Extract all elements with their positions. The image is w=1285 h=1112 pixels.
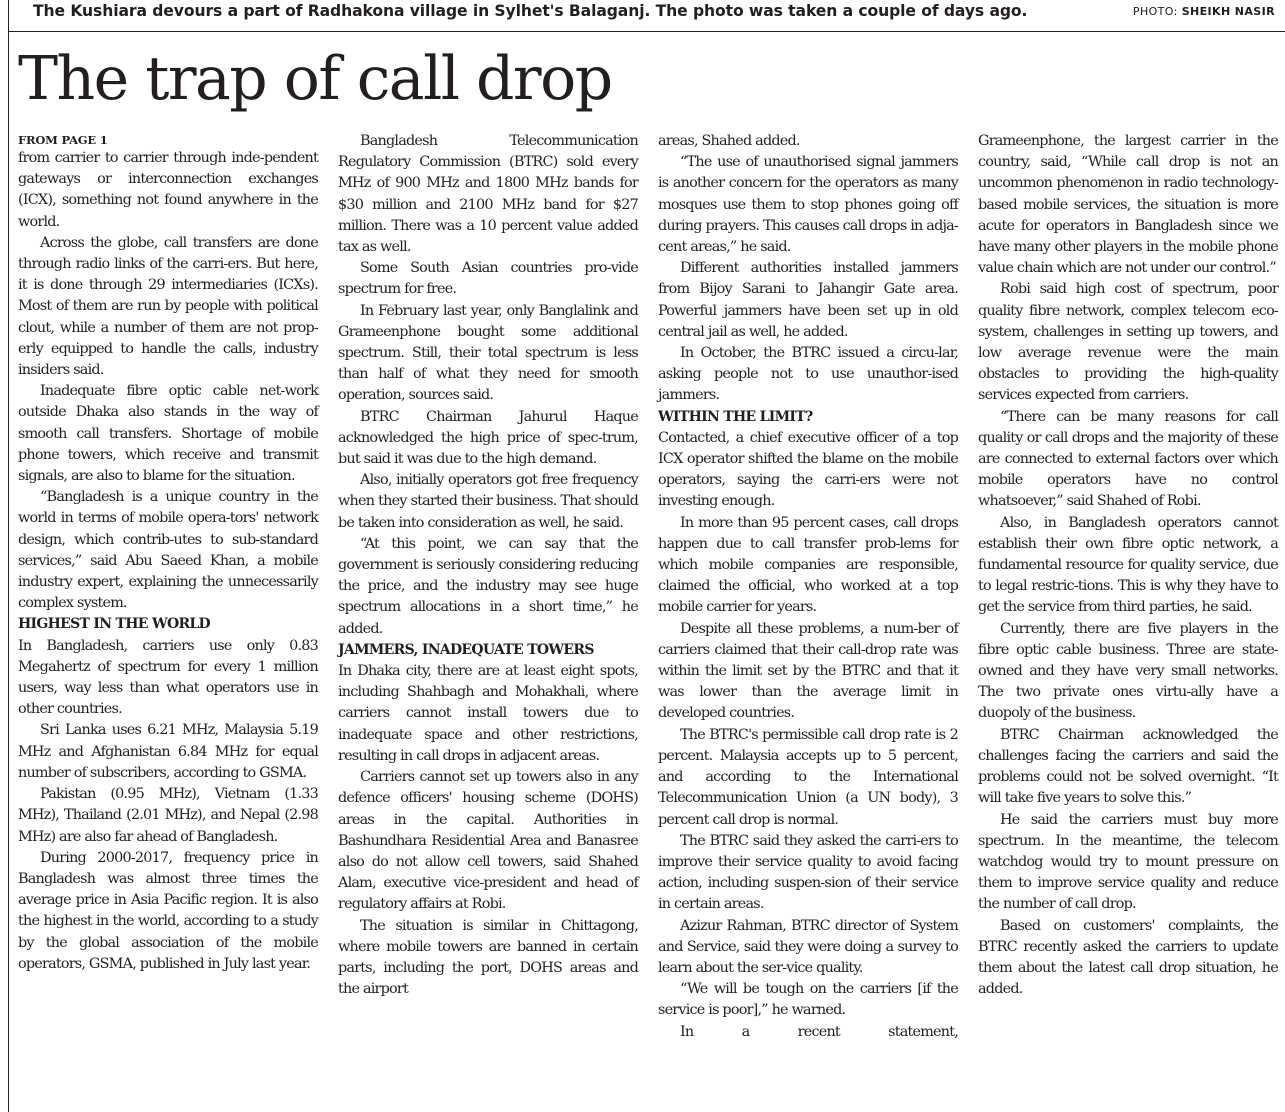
photo-credit-name: SHEIKH NASIR <box>1181 5 1275 18</box>
paragraph: In Bangladesh, carriers use only 0.83 Megahertz of spectrum for every 1 million users, way less than what operators use in other countries. <box>18 637 318 718</box>
paragraph: The BTRC's permissible call drop rate is 2 percent. Malaysia accepts up to 5 percent, and according to the International Telecommunication Union (a UN body), 3 percent call drop is normal. <box>658 726 958 828</box>
photo-caption-bar <box>8 0 1285 32</box>
article-column-4 <box>978 131 1278 1000</box>
paragraph: Currently, there are five players in the fibre optic cable business. Three are state-owned and they have very small networks. The two private ones virtu-ally have a duopoly of the business. <box>978 620 1278 722</box>
paragraph: “There can be many reasons for call quality or call drops and the majority of these are connected to external factors over which mobile operators have no control whatsoever,” said Shahed of Robi. <box>978 408 1278 510</box>
paragraph: Also, initially operators got free frequency when they started their business. That should be taken into consideration as well, he said. <box>338 472 638 531</box>
paragraph: In Dhaka city, there are at least eight spots, including Shahbagh and Mohakhali, where carriers cannot install towers due to inadequate space and other restrictions, resulting in call drops in adjacent areas. <box>338 663 638 764</box>
paragraph: Despite all these problems, a num-ber of carriers claimed that their call-drop rate was within the limit set by the BTRC and that it was lower than the average limit in developed countries. <box>658 620 958 722</box>
paragraph: “We will be tough on the carriers [if the service is poor],” he warned. <box>658 981 958 1019</box>
paragraph: In a recent statement, <box>680 1023 958 1040</box>
paragraph: Based on customers' complaints, the BTRC recently asked the carriers to update them about the latest call drop situation, he added. <box>978 917 1278 998</box>
paragraph: In February last year, only Banglalink and Grameenphone bought some additional spectrum. Still, their total spectrum is less than half of what they need for smooth operation, sources said. <box>338 302 638 404</box>
paragraph: The situation is similar in Chittagong, where mobile towers are banned in certain parts, including the port, DOHS areas and the airport <box>338 917 638 998</box>
subheading: HIGHEST IN THE WORLD <box>18 616 210 633</box>
photo-credit <box>1133 5 1275 18</box>
paragraph: Grameenphone, the largest carrier in the country, said, “While call drop is not an uncommon phenomenon in radio technology-based mobile services, the situation is more acute for operators in Bangladesh since we have many other players in the mobile phone value chain which are not under our control.” <box>978 133 1278 277</box>
paragraph: Inadequate fibre optic cable net-work outside Dhaka also stands in the way of smooth call transfers. Shortage of mobile phone towers, which receive and transmit signals, are also to blame for the situation. <box>18 383 318 485</box>
paragraph: In October, the BTRC issued a circu-lar, asking people not to use unauthor-ised jammers. <box>658 345 958 404</box>
article-column-3 <box>658 131 958 1043</box>
paragraph: “The use of unauthorised signal jammers is another concern for the operators as many mosques use them to stop phones going off during prayers. This causes call drops in adja-cent areas,” he said. <box>658 154 958 256</box>
subheading: WITHIN THE LIMIT? <box>658 408 813 425</box>
paragraph: Also, in Bangladesh operators cannot establish their own fibre optic network, a fundamental resource for quality service, due to legal restric-tions. This is why they have to get the service from third parties, he said. <box>978 514 1278 616</box>
paragraph: Some South Asian countries pro-vide spectrum for free. <box>338 260 638 298</box>
paragraph: “At this point, we can say that the government is seriously considering reducing the price, and the industry may see huge spectrum allocations in a short time,” he added. <box>338 535 638 637</box>
paragraph: Carriers cannot set up towers also in any defence officers' housing scheme (DOHS) areas in the capital. Authorities in Bashundhara Residential Area and Banasree also do not allow cell towers, said Shahed Alam, executive vice-president and head of regulatory affairs at Robi. <box>338 769 638 913</box>
paragraph: During 2000-2017, frequency price in Bangladesh was almost three times the average price in Asia Pacific region. It is also the highest in the world, according to a study by the global association of the mobile operators, GSMA, published in July last year. <box>18 849 318 972</box>
left-column-rule <box>8 32 9 1112</box>
paragraph: In more than 95 percent cases, call drops happen due to call transfer prob-lems for which mobile companies are responsible, claimed the official, who worked at a top mobile carrier for years. <box>658 514 958 616</box>
article-column-2 <box>338 131 638 1000</box>
paragraph: Pakistan (0.95 MHz), Vietnam (1.33 MHz), Thailand (2.01 MHz), and Nepal (2.98 MHz) are also far ahead of Bangladesh. <box>18 786 318 845</box>
paragraph: Sri Lanka uses 6.21 MHz, Malaysia 5.19 MHz and Afghanistan 6.84 MHz for equal number of subscribers, according to GSMA. <box>18 722 318 781</box>
paragraph: Robi said high cost of spectrum, poor quality fibre network, complex telecom eco-system, challenges in setting up towers, and low average revenue were the main obstacles to providing the high-quality services expected from carriers. <box>978 281 1278 404</box>
paragraph: areas, Shahed added. <box>658 133 800 149</box>
paragraph: Contacted, a chief executive officer of a top ICX operator shifted the blame on the mobile operators, saying the carri-ers were not investing enough. <box>658 429 958 510</box>
paragraph: The BTRC said they asked the carri-ers to improve their service quality to avoid facing action, including suspen-sion of their service in certain areas. <box>658 832 958 913</box>
paragraph: Azizur Rahman, BTRC director of System and Service, said they were doing a survey to learn about the ser-vice quality. <box>658 917 958 976</box>
paragraph: Different authorities installed jammers from Bijoy Sarani to Jahangir Gate area. Powerful jammers have been set up in old central jail as well, he added. <box>658 260 958 340</box>
article-headline: The trap of call drop <box>18 44 612 114</box>
paragraph: He said the carriers must buy more spectrum. In the meantime, the telecom watchdog would try to mount pressure on them to improve service quality and reduce the number of call drop. <box>978 811 1278 913</box>
article-column-1 <box>18 132 318 975</box>
paragraph: from carrier to carrier through inde-pendent gateways or interconnection exchanges (ICX), something not found anywhere in the world. <box>18 150 318 230</box>
photo-caption: The Kushiara devours a part of Radhakona village in Sylhet's Balaganj. The photo was taken a couple of days ago. <box>33 2 1028 20</box>
paragraph: Bangladesh Telecommunication Regulatory Commission (BTRC) sold every MHz of 900 MHz and 1800 MHz bands for $30 million and 2100 MHz band for $27 million. There was a 10 percent value added tax as well. <box>338 133 638 256</box>
paragraph: BTRC Chairman acknowledged the challenges facing the carriers and said the problems could not be solved overnight. “It will take five years to solve this.” <box>978 726 1278 807</box>
kicker: FROM PAGE 1 <box>18 133 108 147</box>
paragraph: Across the globe, call transfers are done through radio links of the carri-ers. But here, it is done through 29 intermediaries (ICXs). Most of them are run by people with political clout, while a number of them are not prop-erly equipped to handle the calls, industry insiders said. <box>18 234 318 379</box>
photo-credit-label: PHOTO: <box>1132 5 1178 18</box>
subheading: JAMMERS, INADEQUATE TOWERS <box>338 641 594 658</box>
paragraph: “Bangladesh is a unique country in the world in terms of mobile opera-tors' network design, which contrib-utes to sub-standard services,” said Abu Saeed Khan, a mobile industry expert, explaining the unnecessarily complex system. <box>18 489 318 612</box>
paragraph: BTRC Chairman Jahurul Haque acknowledged the high price of spec-trum, but said it was due to the high demand. <box>338 408 638 468</box>
